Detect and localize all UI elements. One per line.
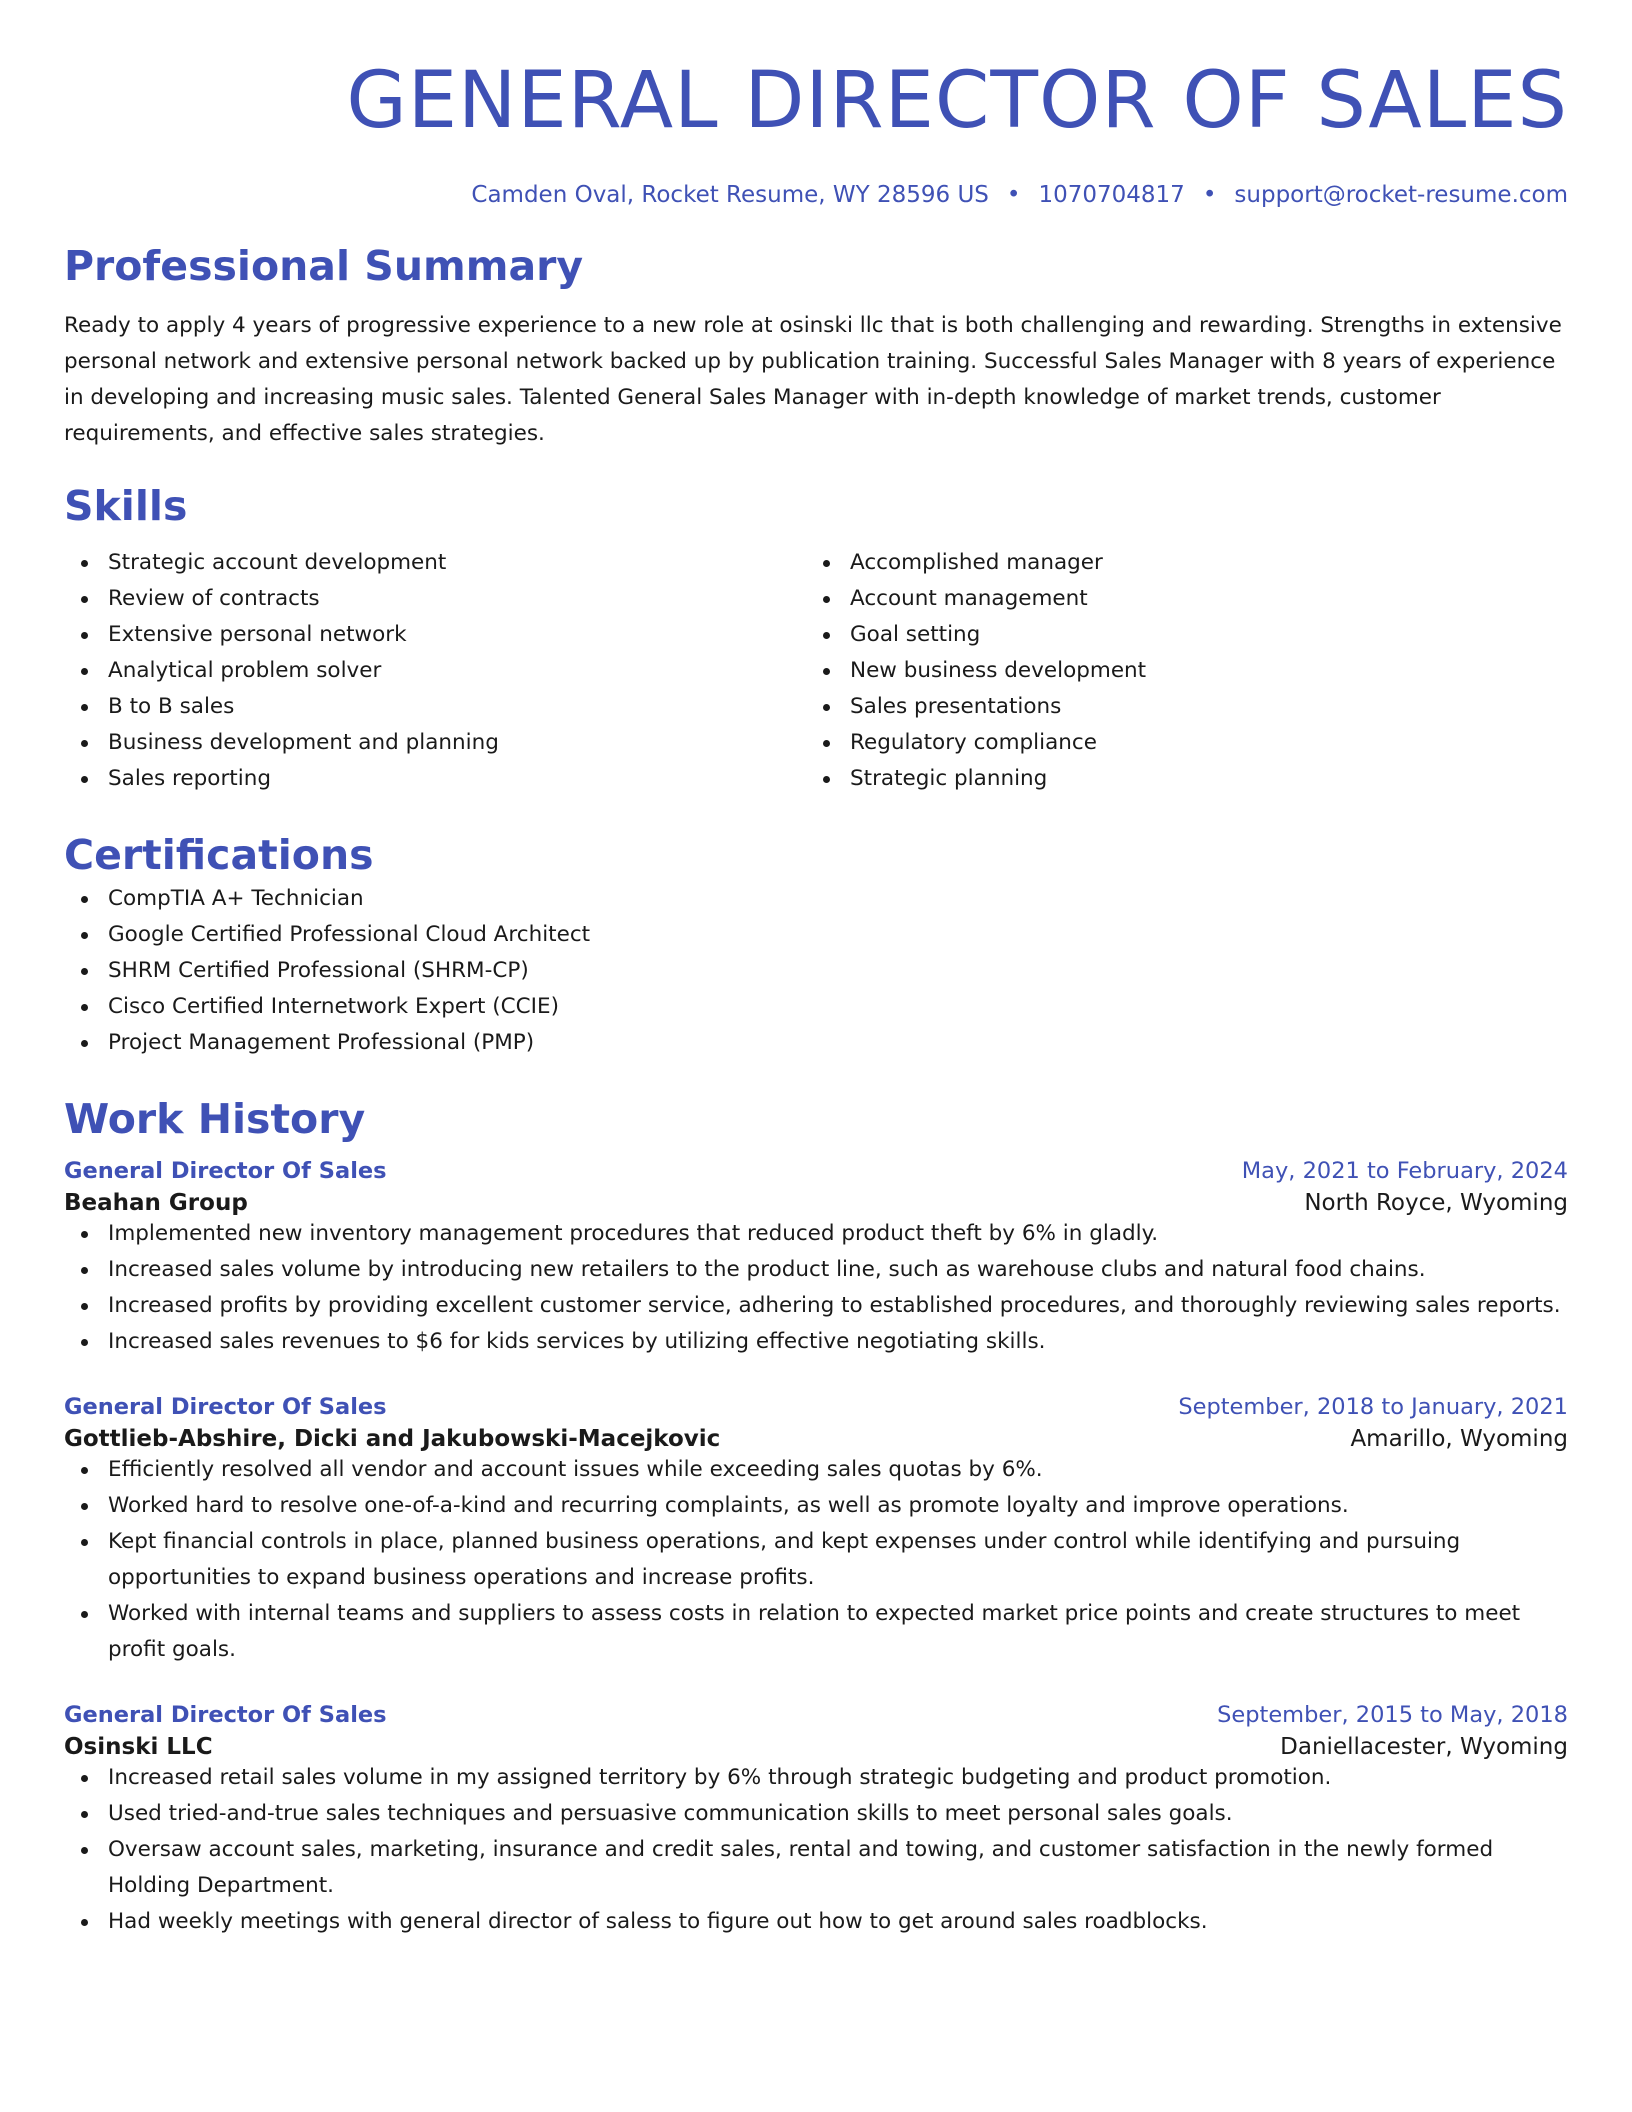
resume-page	[64, 0, 1568, 1940]
skills-list-left	[64, 545, 806, 797]
skills-grid	[64, 545, 1568, 797]
job-bullet: Worked with internal teams and suppliers to assess costs in relation to expected market price points and create structures to meet profit goals.	[64, 1596, 1568, 1668]
skill-item: Analytical problem solver	[64, 653, 806, 689]
certification-item: SHRM Certified Professional (SHRM-CP)	[64, 953, 1568, 989]
job-bullet-list	[64, 1216, 1568, 1360]
certification-item: Cisco Certified Internetwork Expert (CCIE)	[64, 989, 1568, 1025]
job-company: Gottlieb-Abshire, Dicki and Jakubowski-Macejkovic	[64, 1425, 721, 1452]
job-bullet: Increased profits by providing excellent customer service, adhering to established procedures, and thoroughly reviewing sales reports.	[64, 1288, 1568, 1324]
job-company: Beahan Group	[64, 1189, 248, 1216]
skill-item: Extensive personal network	[64, 617, 806, 653]
contact-separator: •	[1006, 182, 1021, 208]
job-location: Amarillo, Wyoming	[1350, 1425, 1568, 1452]
skill-item: Strategic account development	[64, 545, 806, 581]
job-bullet-list	[64, 1452, 1568, 1668]
job-title: General Director Of Sales	[64, 1393, 387, 1420]
job-bullet: Had weekly meetings with general director of saless to figure out how to get around sales roadblocks.	[64, 1904, 1568, 1940]
contact-email[interactable]: support@rocket-resume.com	[1234, 182, 1568, 208]
job-bullet-list	[64, 1760, 1568, 1940]
skill-item: Review of contracts	[64, 581, 806, 617]
summary-heading: Professional Summary	[64, 242, 584, 290]
skill-item: Goal setting	[806, 617, 1548, 653]
skill-item: B to B sales	[64, 689, 806, 725]
job-company: Osinski LLC	[64, 1733, 213, 1760]
skill-item: Sales reporting	[64, 761, 806, 797]
skill-item: Strategic planning	[806, 761, 1548, 797]
job-bullet: Used tried-and-true sales techniques and persuasive communication skills to meet personal sales goals.	[64, 1796, 1568, 1832]
skill-item: Sales presentations	[806, 689, 1548, 725]
job-bullet: Increased sales volume by introducing new retailers to the product line, such as warehouse clubs and natural food chains.	[64, 1252, 1568, 1288]
job-bullet: Increased sales revenues to $6 for kids services by utilizing effective negotiating skills.	[64, 1324, 1568, 1360]
job-bullet: Efficiently resolved all vendor and account issues while exceeding sales quotas by 6%.	[64, 1452, 1568, 1488]
job-company-row	[64, 1734, 1568, 1760]
job-bullet: Implemented new inventory management procedures that reduced product theft by 6% in gladly.	[64, 1216, 1568, 1252]
job-header-row	[64, 1702, 1568, 1728]
skill-item: Account management	[806, 581, 1548, 617]
certifications-heading: Certifications	[64, 831, 374, 880]
certification-item: Google Certified Professional Cloud Architect	[64, 917, 1568, 953]
skill-item: Business development and planning	[64, 725, 806, 761]
work-history-heading: Work History	[64, 1094, 366, 1143]
contact-separator: •	[1202, 182, 1217, 208]
certifications-list	[64, 881, 1568, 1061]
skills-heading: Skills	[64, 482, 188, 531]
job-dates: September, 2018 to January, 2021	[1178, 1393, 1568, 1420]
job-header-row	[64, 1394, 1568, 1420]
skill-item: Regulatory compliance	[806, 725, 1548, 761]
job-entry	[64, 1702, 1568, 1940]
job-title: General Director Of Sales	[64, 1157, 387, 1184]
job-company-row	[64, 1190, 1568, 1216]
job-company-row	[64, 1426, 1568, 1452]
contact-line	[64, 182, 1568, 208]
job-location: North Royce, Wyoming	[1304, 1189, 1568, 1216]
job-entry	[64, 1394, 1568, 1668]
job-dates: May, 2021 to February, 2024	[1241, 1157, 1568, 1184]
summary-text: Ready to apply 4 years of progressive experience to a new role at osinski llc that is both challenging and rewarding. Strengths in extensive personal network and extensive personal network backed up by publication training. Successful Sales Manager with 8 years of experience in developing and increasing music sales. Talented General Sales Manager with in-depth knowledge of market trends, customer requirements, and effective sales strategies.	[64, 313, 1562, 447]
skill-item: New business development	[806, 653, 1548, 689]
job-location: Daniellacester, Wyoming	[1280, 1733, 1568, 1760]
certification-item: Project Management Professional (PMP)	[64, 1025, 1568, 1061]
certification-item: CompTIA A+ Technician	[64, 881, 1568, 917]
job-entry	[64, 1158, 1568, 1360]
job-dates: September, 2015 to May, 2018	[1217, 1701, 1568, 1728]
skill-item: Accomplished manager	[806, 545, 1548, 581]
contact-address: Camden Oval, Rocket Resume, WY 28596 US	[471, 182, 989, 208]
job-bullet: Worked hard to resolve one-of-a-kind and recurring complaints, as well as promote loyalty and improve operations.	[64, 1488, 1568, 1524]
contact-phone: 1070704817	[1038, 182, 1185, 208]
job-header-row	[64, 1158, 1568, 1184]
skills-column-right	[806, 545, 1548, 797]
skills-list-right	[806, 545, 1548, 797]
job-bullet: Oversaw account sales, marketing, insurance and credit sales, rental and towing, and customer satisfaction in the newly formed Holding Department.	[64, 1832, 1568, 1904]
skills-column-left	[64, 545, 806, 797]
resume-title: GENERAL DIRECTOR OF SALES	[346, 56, 1568, 146]
job-title: General Director Of Sales	[64, 1701, 387, 1728]
job-bullet: Kept financial controls in place, planned business operations, and kept expenses under control while identifying and pursuing opportunities to expand business operations and increase profits.	[64, 1524, 1568, 1596]
job-bullet: Increased retail sales volume in my assigned territory by 6% through strategic budgeting and product promotion.	[64, 1760, 1568, 1796]
